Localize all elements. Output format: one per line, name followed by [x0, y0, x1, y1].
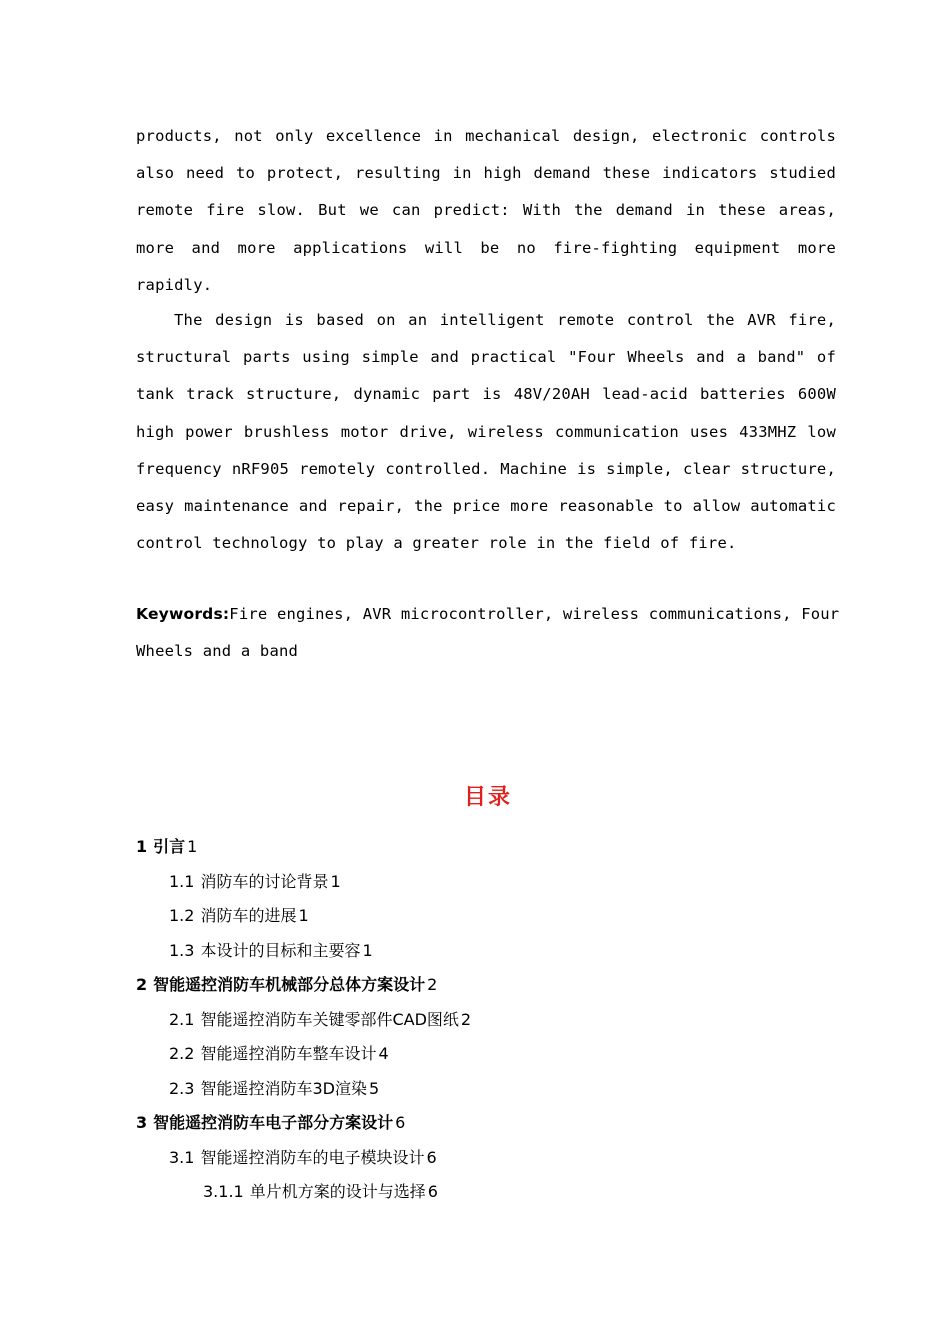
toc-entry[interactable]: [136, 968, 836, 1003]
toc-entry-title: 智能遥控消防车电子部分方案设计: [153, 1113, 394, 1132]
toc-entry-title: 智能遥控消防车关键零部件CAD图纸: [200, 1009, 459, 1029]
text-line: structural parts using simple and practical "Four Wheels and a band" of: [136, 348, 836, 367]
toc-entry[interactable]: [136, 1175, 836, 1210]
toc-entry-number: 2: [136, 975, 148, 994]
toc-entry[interactable]: [136, 1037, 836, 1072]
keywords-paragraph: [136, 596, 840, 670]
text-line: The design is based on an intelligent remote control the AVR fire,: [174, 311, 836, 329]
toc-entry-number: 2.2: [169, 1044, 195, 1063]
toc-entry[interactable]: [136, 934, 836, 969]
toc-entry[interactable]: [136, 899, 836, 934]
toc-entry-page: 6: [395, 1113, 406, 1132]
toc-entry-page: 1: [298, 906, 309, 925]
text-line: products, not only excellence in mechanical design, electronic controls: [136, 127, 836, 145]
toc-entry-number: 3.1: [169, 1147, 195, 1167]
keywords-line: [136, 596, 840, 633]
toc-entry-number: 3.1.1: [203, 1182, 244, 1201]
toc-entry-page: 2: [427, 975, 438, 994]
toc-entry-title: 智能遥控消防车整车设计: [200, 1044, 377, 1063]
toc-entry-page: 1: [330, 871, 341, 891]
toc-entry[interactable]: [136, 1003, 836, 1038]
toc-entry-page: 6: [426, 1147, 437, 1167]
toc-entry-page: 6: [427, 1182, 438, 1201]
text-line: control technology to play a greater role in the field of fire.: [136, 534, 737, 553]
keywords-text: Fire engines, AVR microcontroller, wireless communications, Four: [229, 605, 840, 623]
toc-entry[interactable]: [136, 830, 836, 865]
toc-entry-title: 消防车的讨论背景: [200, 871, 329, 891]
toc-entry[interactable]: [136, 1106, 836, 1141]
toc-entry-page: 5: [368, 1078, 380, 1098]
toc-entry-number: 3: [136, 1113, 148, 1132]
keywords-line: Wheels and a band: [136, 642, 299, 661]
toc-entry-number: 1.1: [169, 871, 195, 891]
toc-entry[interactable]: [136, 1141, 836, 1176]
toc-entry-page: 1: [187, 837, 198, 856]
toc-entry-page: 2: [460, 1009, 472, 1029]
keywords-label: Keywords:: [136, 605, 230, 623]
toc-entry-number: 2.3: [169, 1078, 195, 1098]
toc-entry-title: 引言: [153, 837, 186, 856]
text-line: easy maintenance and repair, the price more reasonable to allow automatic: [136, 497, 836, 516]
toc-entry-title: 单片机方案的设计与选择: [249, 1182, 426, 1201]
toc-entry-title: 智能遥控消防车3D渲染: [200, 1078, 367, 1098]
toc-entry-title: 本设计的目标和主要容: [200, 940, 361, 960]
text-line: high power brushless motor drive, wireless communication uses 433MHZ low: [136, 422, 836, 441]
toc-entry-title: 智能遥控消防车机械部分总体方案设计: [153, 975, 426, 994]
text-line: more and more applications will be no fire-fighting equipment more: [136, 238, 836, 257]
text-line: frequency nRF905 remotely controlled. Machine is simple, clear structure,: [136, 459, 836, 478]
toc-entry-title: 智能遥控消防车的电子模块设计: [200, 1147, 425, 1167]
text-line: rapidly.: [136, 275, 213, 294]
text-line: remote fire slow. But we can predict: With the demand in these areas,: [136, 201, 836, 220]
toc-entry-page: 4: [378, 1044, 389, 1063]
text-line: also need to protect, resulting in high demand these indicators studied: [136, 164, 836, 183]
toc-entry-number: 1.3: [169, 940, 195, 960]
toc-title: 目录: [463, 785, 512, 810]
toc-entry-page: 1: [362, 940, 373, 960]
toc-entry[interactable]: [136, 865, 836, 900]
abstract-paragraph-1: [136, 118, 836, 304]
text-line: tank track structure, dynamic part is 48V/20AH lead-acid batteries 600W: [136, 385, 836, 404]
table-of-contents: [136, 830, 836, 1210]
toc-entry-number: 1.2: [169, 906, 195, 925]
toc-entry-number: 1: [136, 837, 148, 856]
toc-entry-title: 消防车的进展: [200, 906, 297, 925]
abstract-paragraph-2: [136, 302, 836, 562]
toc-entry[interactable]: [136, 1072, 836, 1107]
toc-entry-number: 2.1: [169, 1009, 195, 1029]
